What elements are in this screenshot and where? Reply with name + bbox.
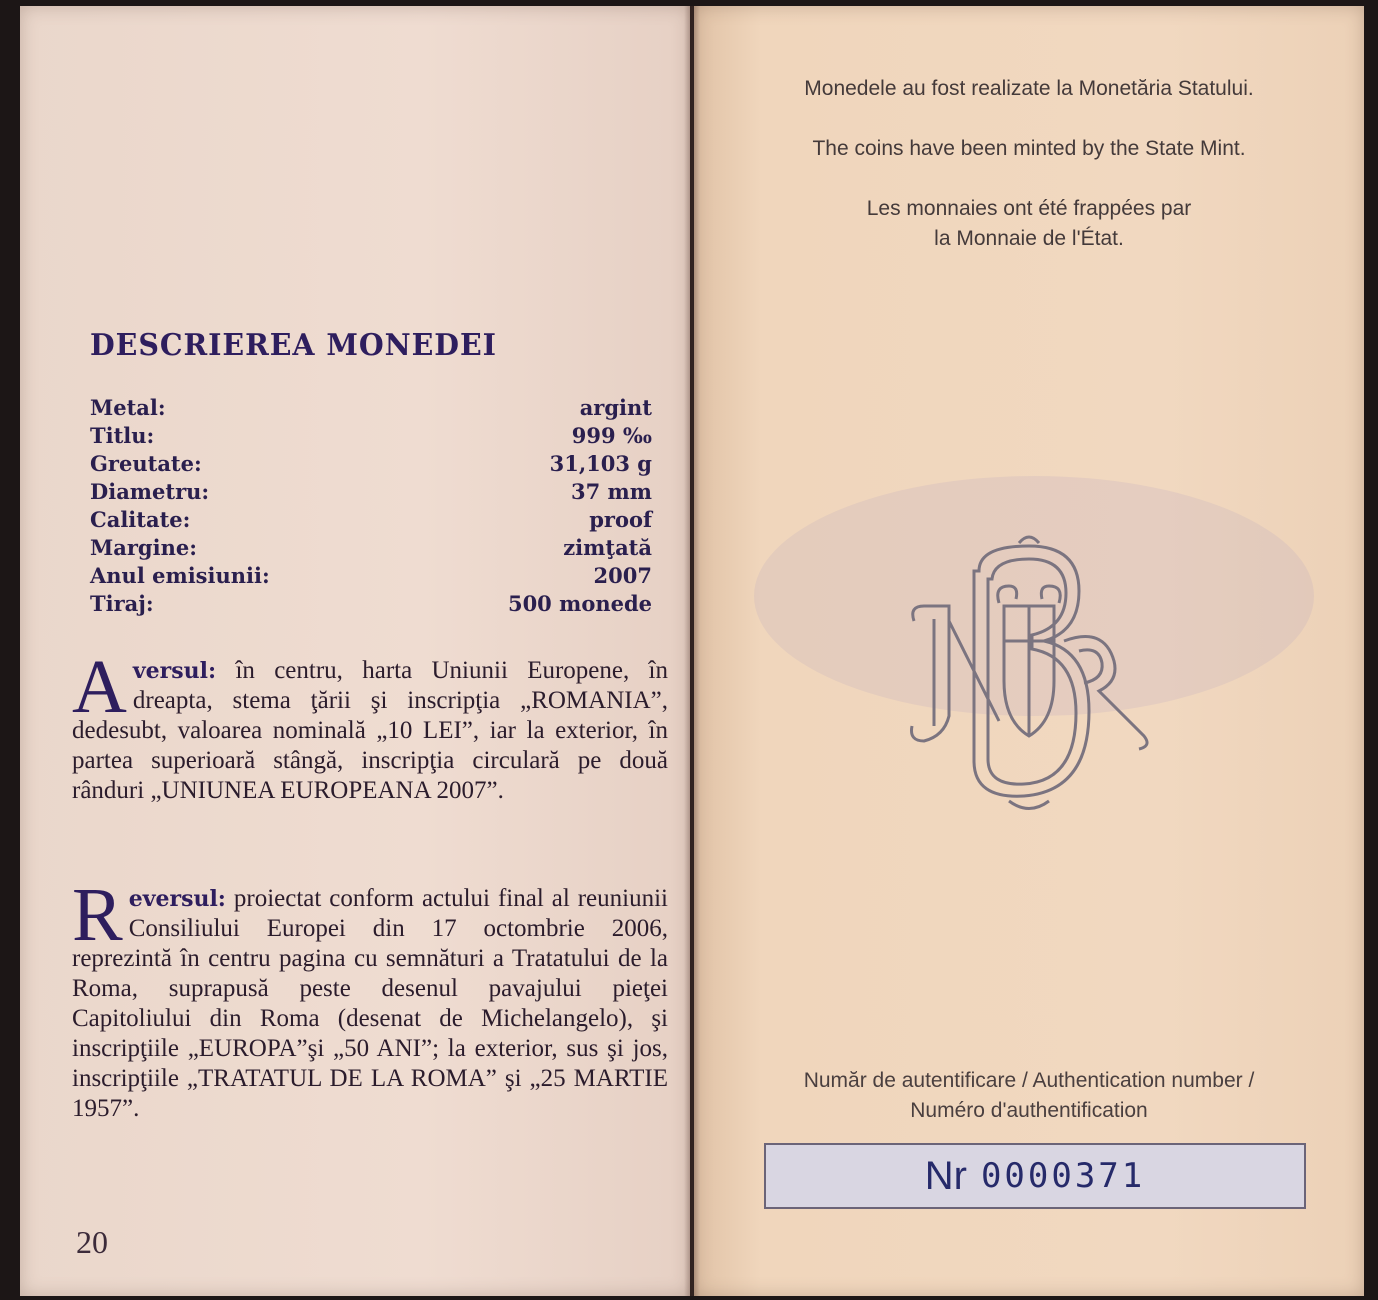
auth-label-line-1: Număr de autentificare / Authentication number /: [803, 1069, 1255, 1092]
right-page: [694, 6, 1364, 1296]
spec-row: [90, 562, 652, 590]
left-page: [20, 6, 690, 1296]
auth-prefix: Nr: [924, 1153, 967, 1198]
spec-row: [90, 534, 652, 562]
drop-cap: A: [72, 645, 127, 729]
spec-label: Margine:: [90, 535, 197, 560]
obverse-lead: versul:: [132, 658, 217, 684]
spec-value: proof: [589, 507, 652, 532]
spec-value: 37 mm: [571, 479, 652, 504]
spec-label: Anul emisiunii:: [90, 563, 270, 588]
spec-label: Titlu:: [90, 423, 155, 448]
spec-row: [90, 422, 652, 450]
mint-text-fr-2: la Monnaie de l'État.: [934, 227, 1124, 250]
spec-row: [90, 450, 652, 478]
auth-number-box: [764, 1143, 1306, 1209]
specs-list: [90, 394, 652, 618]
auth-label-line-2: Numéro d'authentification: [910, 1099, 1148, 1122]
spec-value: 500 monede: [507, 591, 652, 616]
reverse-text: proiectat conform actului final al reuniunii Consiliului Europei din 17 octombrie 2006, reprezintă în centru pagina cu semnături a Tratatului de la Roma, suprapusă peste desenul pavajului pieţei Capitoliului din Roma (desenat de Michelangelo), şi inscripţiile „EUROPA”şi „50 ANI”; la exterior, sus şi jos, inscripţiile „TRATATUL DE LA ROMA” şi „25 MARTIE 1957”.: [72, 885, 668, 1122]
page-number: 20: [76, 1224, 108, 1260]
mint-text-ro: Monedele au fost realizate la Monetăria Statului.: [804, 77, 1254, 100]
reverse-lead: eversul:: [128, 886, 226, 912]
mint-text-fr: Les monnaies ont été frappées par: [866, 197, 1192, 220]
spec-label: Calitate:: [90, 507, 191, 532]
page-title: DESCRIEREA MONEDEI: [90, 328, 497, 363]
bnr-monogram-icon: [904, 531, 1154, 821]
spec-value: 31,103 g: [549, 451, 652, 476]
spec-value: argint: [579, 395, 652, 420]
mint-text-en: The coins have been minted by the State Mint.: [812, 137, 1246, 160]
drop-cap: R: [72, 873, 123, 957]
book-gutter: [684, 6, 700, 1296]
spec-row: [90, 506, 652, 534]
spec-label: Metal:: [90, 395, 166, 420]
spec-label: Greutate:: [90, 451, 202, 476]
spec-value: 999 ‰: [571, 423, 652, 448]
spec-label: Diametru:: [90, 479, 210, 504]
reverse-paragraph: [72, 873, 668, 1124]
spec-row: [90, 394, 652, 422]
spec-value: zimţată: [563, 535, 652, 560]
spec-row: [90, 590, 652, 618]
spec-row: [90, 478, 652, 506]
obverse-paragraph: [72, 645, 668, 806]
auth-label: [694, 1066, 1364, 1126]
obverse-text: în centru, harta Uniunii Europene, în dreapta, stema ţării şi inscripţia „ROMANIA”, dedesubt, valoarea nominală „10 LEI”, iar la exterior, în partea superioară stângă, inscripţia circulară pe două rânduri „UNIUNEA EUROPEANA 2007”.: [72, 657, 668, 804]
auth-number: 0000371: [980, 1156, 1146, 1196]
spec-value: 2007: [593, 563, 652, 588]
spec-label: Tiraj:: [90, 591, 154, 616]
